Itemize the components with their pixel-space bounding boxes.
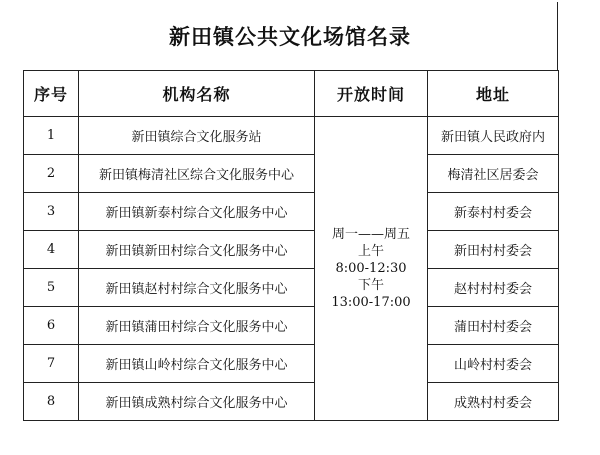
address: 梅清社区居委会 bbox=[428, 155, 559, 193]
document-title: 新田镇公共文化场馆名录 bbox=[23, 2, 558, 71]
institution-name: 新田镇山岭村综合文化服务中心 bbox=[79, 345, 315, 383]
table-row bbox=[24, 155, 559, 193]
header-opening-hours: 开放时间 bbox=[315, 71, 428, 117]
header-serial-number: 序号 bbox=[24, 71, 79, 117]
address: 蒲田村村委会 bbox=[428, 307, 559, 345]
table-row bbox=[24, 383, 559, 421]
hours-afternoon-time: 13:00-17:00 bbox=[331, 295, 411, 310]
header-address: 地址 bbox=[428, 71, 559, 117]
row-number: 4 bbox=[24, 231, 79, 269]
table-row bbox=[24, 307, 559, 345]
address: 山岭村村委会 bbox=[428, 345, 559, 383]
venue-directory-table bbox=[23, 70, 559, 421]
opening-hours-cell bbox=[315, 117, 428, 421]
institution-name: 新田镇梅清社区综合文化服务中心 bbox=[79, 155, 315, 193]
row-number: 6 bbox=[24, 307, 79, 345]
institution-name: 新田镇新泰村综合文化服务中心 bbox=[79, 193, 315, 231]
header-row bbox=[24, 71, 559, 117]
hours-morning-time: 8:00-12:30 bbox=[335, 261, 407, 276]
table-row bbox=[24, 117, 559, 155]
hours-morning-label: 上午 bbox=[357, 244, 384, 259]
address: 新泰村村委会 bbox=[428, 193, 559, 231]
address: 新田村村委会 bbox=[428, 231, 559, 269]
row-number: 8 bbox=[24, 383, 79, 421]
header-institution-name: 机构名称 bbox=[79, 71, 315, 117]
institution-name: 新田镇成熟村综合文化服务中心 bbox=[79, 383, 315, 421]
row-number: 1 bbox=[24, 117, 79, 155]
table-row bbox=[24, 193, 559, 231]
row-number: 7 bbox=[24, 345, 79, 383]
hours-days: 周一——周五 bbox=[331, 227, 410, 242]
row-number: 3 bbox=[24, 193, 79, 231]
institution-name: 新田镇蒲田村综合文化服务中心 bbox=[79, 307, 315, 345]
hours-afternoon-label: 下午 bbox=[357, 278, 384, 293]
institution-name: 新田镇综合文化服务站 bbox=[79, 117, 315, 155]
address: 新田镇人民政府内 bbox=[428, 117, 559, 155]
table-row bbox=[24, 269, 559, 307]
address: 赵村村村委会 bbox=[428, 269, 559, 307]
table-row bbox=[24, 231, 559, 269]
address: 成熟村村委会 bbox=[428, 383, 559, 421]
institution-name: 新田镇赵村村综合文化服务中心 bbox=[79, 269, 315, 307]
row-number: 2 bbox=[24, 155, 79, 193]
row-number: 5 bbox=[24, 269, 79, 307]
table-row bbox=[24, 345, 559, 383]
institution-name: 新田镇新田村综合文化服务中心 bbox=[79, 231, 315, 269]
